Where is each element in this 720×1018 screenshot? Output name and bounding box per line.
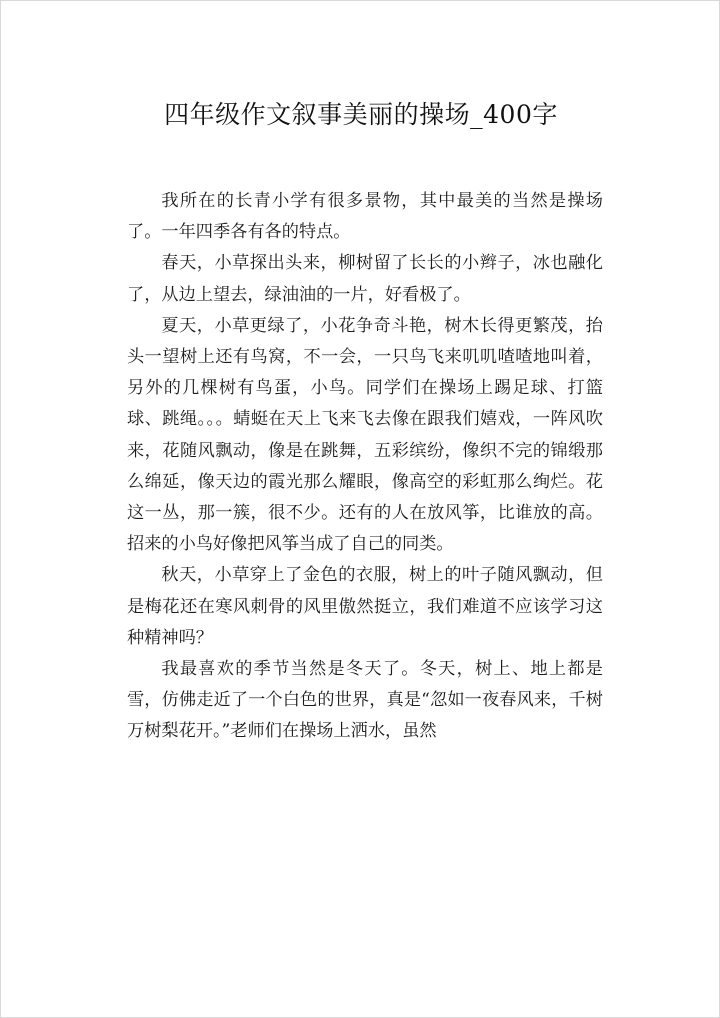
paragraph-1: 我所在的长青小学有很多景物，其中最美的当然是操场了。一年四季各有各的特点。	[127, 191, 603, 243]
paragraph-4: 秋天，小草穿上了金色的衣服，树上的叶子随风飘动，但是梅花还在寒风刺骨的风里傲然挺立，我们难道不应该学习这种精神吗？	[127, 565, 603, 648]
paragraph-3: 夏天，小草更绿了，小花争奇斗艳，树木长得更繁茂，抬头一望树上还有鸟窝，不一会，一只鸟飞来叽叽喳喳地叫着，另外的几棵树有鸟蛋，小鸟。同学们在操场上踢足球、打篮球、跳绳。。。蜻蜓在天上飞来飞去像在跟我们嬉戏，一阵风吹来，花随风飘动，像是在跳舞，五彩缤纷，像织不完的锦缎那么绵延，像天边的霞光那么耀眼，像高空的彩虹那么绚烂。花这一丛，那一簇，很不少。还有的人在放风筝，比谁放的高。招来的小鸟好像把风筝当成了自己的同类。	[127, 315, 603, 555]
paragraph-5: 我最喜欢的季节当然是冬天了。冬天，树上、地上都是雪，仿佛走近了一个白色的世界，真是“忽如一夜春风来，千树万树梨花开。”老师们在操场上洒水，虽然	[127, 659, 603, 742]
document-body	[127, 186, 603, 748]
document-title: 四年级作文叙事美丽的操场_400字	[164, 100, 558, 129]
paragraph-2: 春天，小草探出头来，柳树留了长长的小辫子，冰也融化了，从边上望去，绿油油的一片，好看极了。	[127, 253, 603, 305]
